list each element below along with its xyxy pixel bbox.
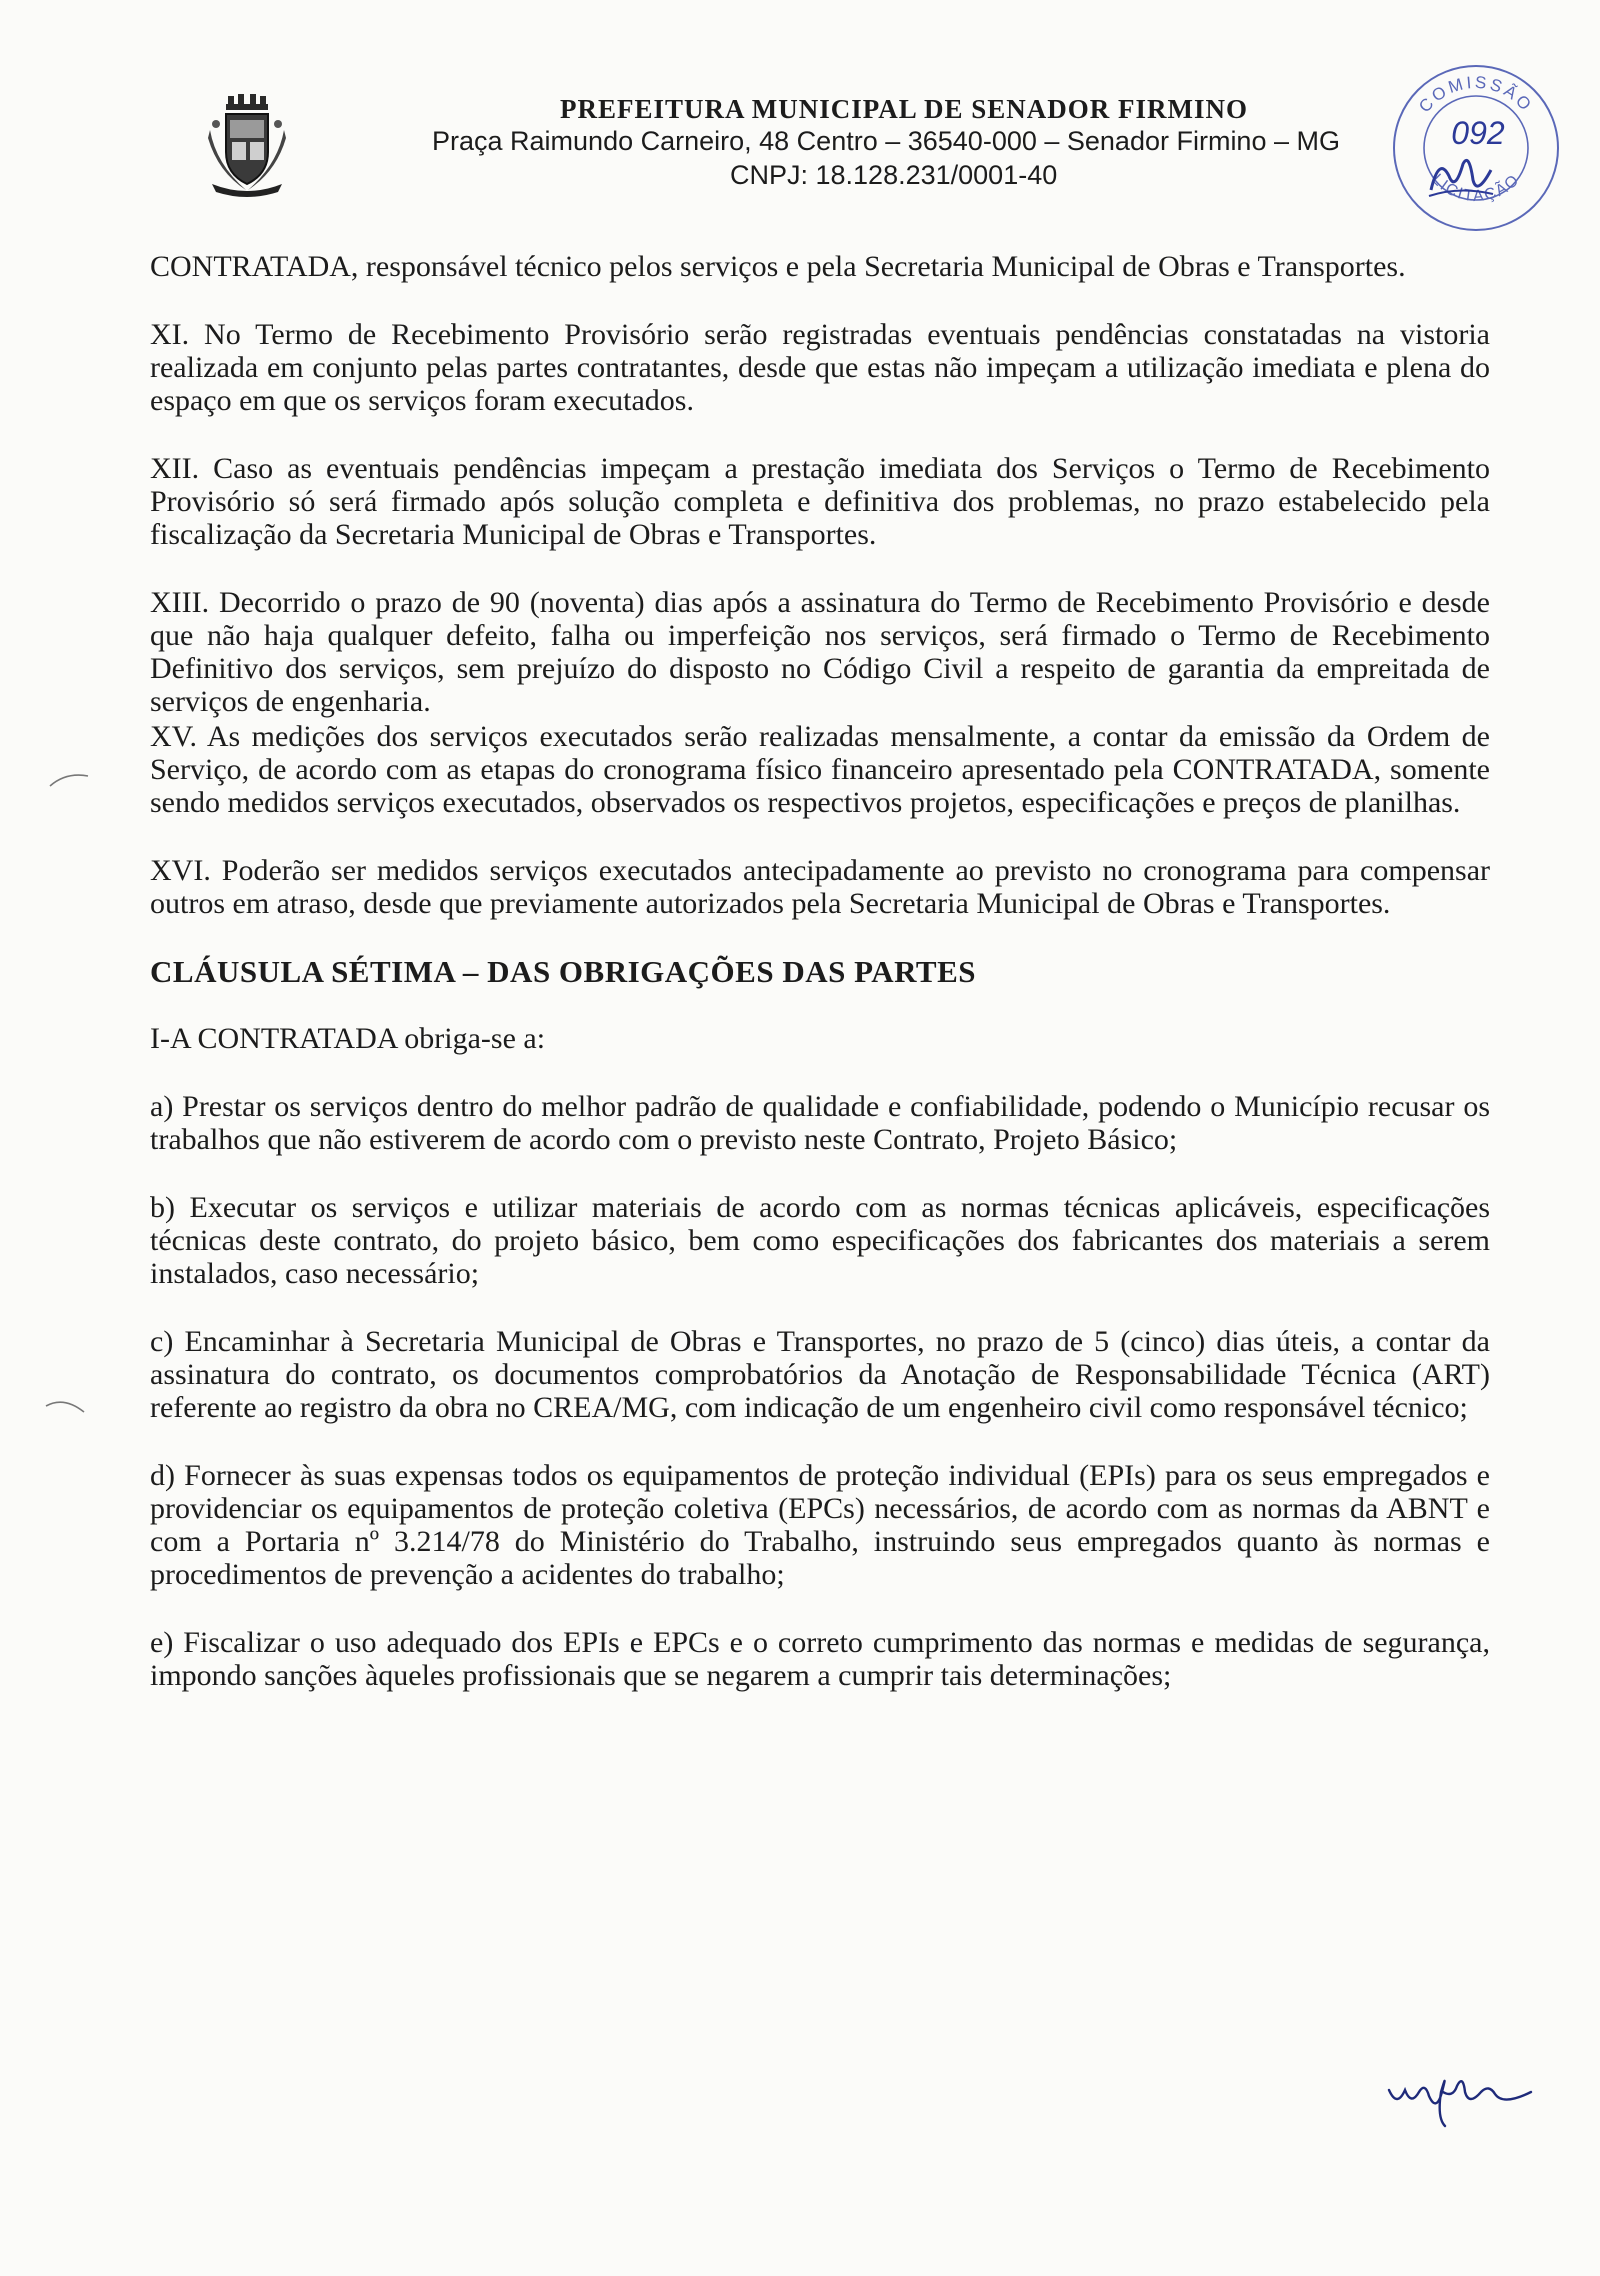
handwritten-signature (1385, 2062, 1535, 2132)
stamp-initials-icon (1425, 150, 1497, 202)
margin-mark-icon (48, 770, 92, 790)
commission-stamp (1390, 62, 1562, 234)
paragraph-xvi: XVI. Poderão ser medidos serviços executados antecipadamente ao previsto no cronograma para compensar outros em atraso, desde que previamente autorizados pela Secretaria Municipal de Obras e Transportes. (150, 854, 1490, 920)
paragraph-xiii: XIII. Decorrido o prazo de 90 (noventa) dias após a assinatura do Termo de Recebimento Provisório e desde que não haja qualquer defeito, falha ou imperfeição nos serviços, será firmado o Termo de Recebimento Definitivo dos serviços, sem prejuízo do disposto no Código Civil a respeito de garantia da empreitada de serviços de engenharia. (150, 586, 1490, 718)
obligation-item-c: c) Encaminhar à Secretaria Municipal de Obras e Transportes, no prazo de 5 (cinco) dias úteis, a contar da assinatura do contrato, os documentos comprobatórios da Anotação de Responsabilidade Técnica (ART) referente ao registro da obra no CREA/MG, com indicação de um engenheiro civil como responsável técnico; (150, 1325, 1490, 1424)
municipality-cnpj: CNPJ: 18.128.231/0001-40 (730, 160, 1058, 190)
letterhead (0, 90, 1600, 210)
clause-heading: CLÁUSULA SÉTIMA – DAS OBRIGAÇÕES DAS PARTES (150, 954, 977, 989)
obligations-subheading: I-A CONTRATADA obriga-se a: (150, 1022, 546, 1055)
obligation-item-b: b) Executar os serviços e utilizar materiais de acordo com as normas técnicas aplicáveis, especificações técnicas deste contrato, do projeto básico, bem como especificações dos fabricantes dos materiais a serem instalados, caso necessário; (150, 1191, 1490, 1290)
margin-mark-icon (44, 1396, 88, 1416)
municipality-address: Praça Raimundo Carneiro, 48 Centro – 36540-000 – Senador Firmino – MG (432, 126, 1340, 156)
paragraph-xi: XI. No Termo de Recebimento Provisório serão registradas eventuais pendências constatadas na vistoria realizada em conjunto pelas partes contratantes, desde que estas não impeçam a utilização imediata e plena do espaço em que os serviços foram executados. (150, 318, 1490, 417)
obligation-item-d: d) Fornecer às suas expensas todos os equipamentos de proteção individual (EPIs) para os seus empregados e providenciar os equipamentos de proteção coletiva (EPCs) necessários, de acordo com as normas da ABNT e com a Portaria nº 3.214/78 do Ministério do Trabalho, instruindo seus empregados quanto às normas e procedimentos de prevenção a acidentes do trabalho; (150, 1459, 1490, 1591)
obligation-item-a: a) Prestar os serviços dentro do melhor padrão de qualidade e confiabilidade, podendo o Município recusar os trabalhos que não estiverem de acordo com o previsto neste Contrato, Projeto Básico; (150, 1090, 1490, 1156)
municipal-coat-of-arms-icon (206, 94, 288, 198)
stamp-page-number: 092 (1451, 115, 1505, 151)
paragraph-contratada: CONTRATADA, responsável técnico pelos serviços e pela Secretaria Municipal de Obras e Transportes. (150, 250, 1406, 283)
stamp-text-top: COMISSÃO (1415, 72, 1537, 117)
stamp-text-bottom: LICITAÇÃO (1428, 170, 1524, 206)
obligation-item-e: e) Fiscalizar o uso adequado dos EPIs e EPCs e o correto cumprimento das normas e medidas de segurança, impondo sanções àqueles profissionais que se negarem a cumprir tais determinações; (150, 1626, 1490, 1692)
svg-text:COMISSÃO (1415, 73, 1537, 117)
contract-body (150, 250, 1490, 1727)
paragraph-xv: XV. As medições dos serviços executados serão realizadas mensalmente, a contar da emissão da Ordem de Serviço, de acordo com as etapas do cronograma físico financeiro apresentado pela CONTRATADA, somente sendo medidos serviços executados, observados os respectivos projetos, especificações e preços de planilhas. (150, 720, 1490, 819)
municipality-title: PREFEITURA MUNICIPAL DE SENADOR FIRMINO (560, 94, 1249, 124)
paragraph-xii: XII. Caso as eventuais pendências impeçam a prestação imediata dos Serviços o Termo de Recebimento Provisório só será firmado após solução completa e definitiva dos problemas, no prazo estabelecido pela fiscalização da Secretaria Municipal de Obras e Transportes. (150, 452, 1490, 551)
